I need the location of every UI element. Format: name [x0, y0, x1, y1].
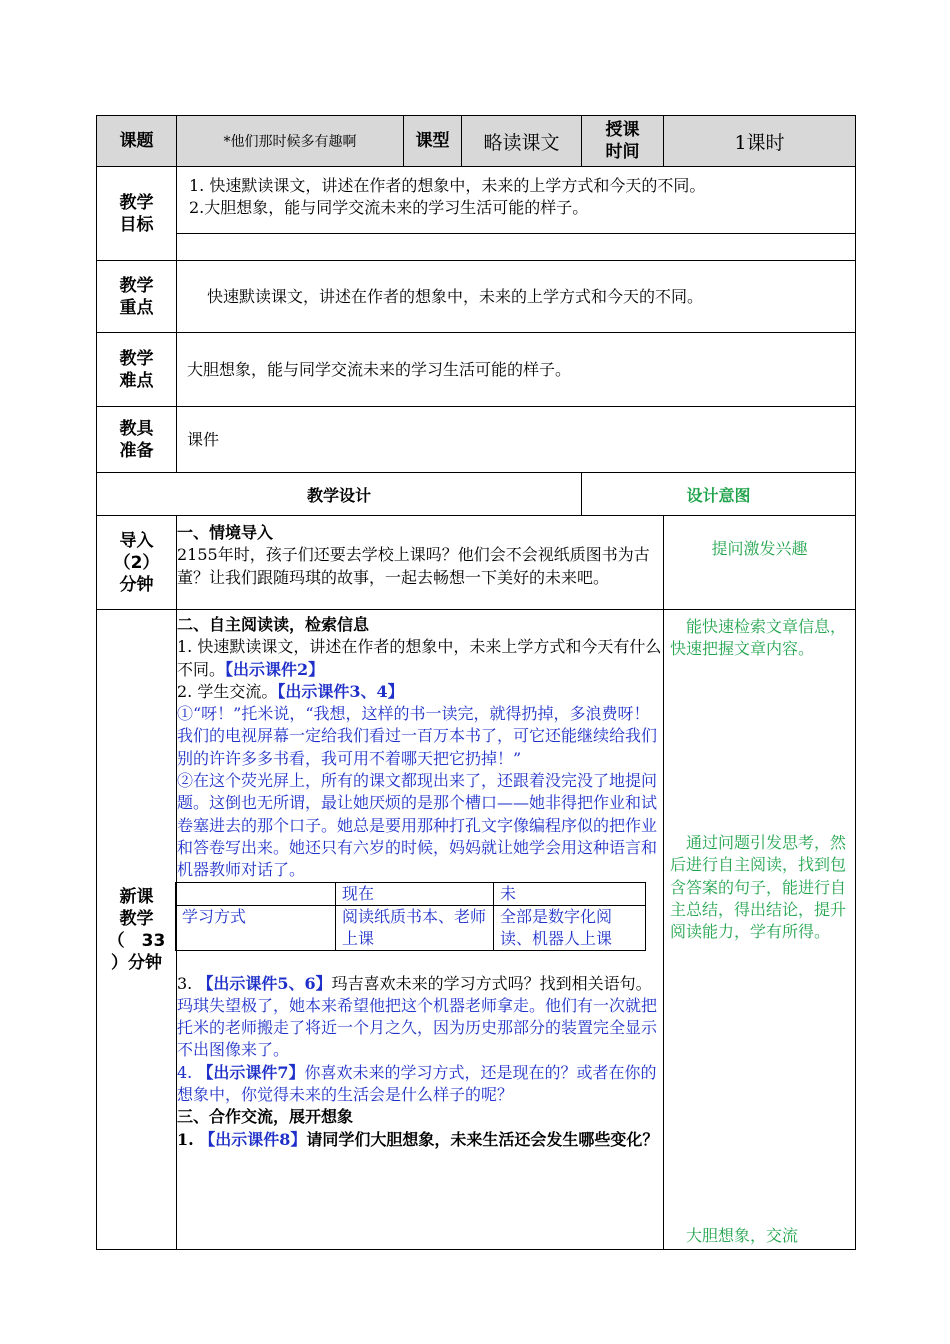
newlesson-intent-cell	[664, 610, 856, 1250]
keypoints-label-line2: 重点	[119, 297, 154, 318]
newlesson-content	[177, 610, 664, 1250]
intro-label	[97, 516, 177, 610]
goals-label-line2: 目标	[119, 214, 154, 235]
tools-label-line1: 教具	[119, 418, 154, 439]
step-5-tag: 【出示课件8】	[199, 1129, 307, 1149]
difficulty-label	[97, 333, 177, 407]
keypoints-text: 快速默读课文，讲述在作者的想象中，未来的上学方式和今天的不同。	[177, 261, 856, 333]
quote-3: 玛琪失望极了，她本来希望他把这个机器老师拿走。他们有一次就把托米的老师搬走了将近一个月之久，因为历史那部分的装置完全显示不出图像来了。	[177, 995, 658, 1060]
goals-content	[177, 167, 856, 234]
step-5-text: 请同学们大胆想象，未来生活还会发生哪些变化？	[306, 1129, 659, 1149]
time-value: 1课时	[664, 116, 856, 167]
comparison-row-future: 全部是数字化阅读、机器人上课	[494, 905, 646, 950]
quote-2: ②在这个荧光屏上，所有的课文都现出来了，还跟着没完没了地提问题。这倒也无所谓，最让她厌烦的是那个槽口——她非得把作业和试卷塞进去的那个口子。她总是要用那种打孔文字像编程序似的把作业和答卷写出来。她还只有六岁的时候，妈妈就让她学会用这种语言和机器教师对话了。	[177, 771, 658, 880]
step-4-no: 4.	[177, 1062, 198, 1082]
tools-label-line2: 准备	[119, 440, 154, 461]
keypoints-label-line1: 教学	[119, 275, 154, 296]
step-1	[177, 636, 663, 681]
design-header: 教学设计	[97, 473, 582, 516]
goals-empty-row	[177, 234, 856, 261]
section-2-heading: 二、自主阅读读，检索信息	[177, 615, 370, 634]
step-5	[177, 1129, 663, 1151]
keypoints-label	[97, 261, 177, 333]
difficulty-label-line2: 难点	[119, 370, 154, 391]
newlesson-label-line4: ）分钟	[111, 952, 162, 973]
step-1-tag: 【出示课件2】	[225, 659, 325, 679]
newlesson-label-line1: 新课	[119, 886, 154, 907]
step-5-no: 1.	[177, 1129, 200, 1149]
step-1-text: 1. 快速默读课文，讲述在作者的想象中，未来上学方式和今天有什么不同。	[177, 637, 662, 679]
difficulty-text: 大胆想象，能与同学交流未来的学习生活可能的样子。	[177, 333, 856, 407]
difficulty-label-line1: 教学	[119, 348, 154, 369]
step-3-no: 3.	[177, 973, 198, 993]
time-label-line2: 时间	[605, 142, 640, 162]
step-2	[177, 681, 663, 703]
tools-text: 课件	[177, 407, 856, 473]
intro-label-line1: 导入	[119, 530, 154, 551]
step-3	[177, 973, 663, 995]
lesson-title: *他们那时候多有趣啊	[177, 116, 404, 167]
step-4	[177, 1062, 663, 1107]
tools-label	[97, 407, 177, 473]
goal-item-1: 1. 快速默读课文，讲述在作者的想象中，未来的上学方式和今天的不同。	[189, 176, 706, 195]
comparison-row-label: 学习方式	[176, 905, 336, 950]
intro-text: 2155年时，孩子们还要去学校上课吗？他们会不会视纸质图书为古董？让我们跟随玛琪的故事，一起去畅想一下美好的未来吧。	[177, 545, 650, 587]
goals-label	[97, 167, 177, 261]
newlesson-label-line2: 教学	[119, 908, 154, 929]
intro-label-line3: 分钟	[119, 574, 154, 595]
type-value: 略读课文	[462, 116, 582, 167]
intent-1: 能快速检索文章信息，快速把握文章内容。	[670, 617, 847, 659]
step-2-text: 2. 学生交流。	[177, 681, 278, 701]
comparison-row-now: 阅读纸质书本、老师上课	[336, 905, 494, 950]
newlesson-label-line3: （ 33	[107, 930, 166, 951]
comparison-head-now: 现在	[336, 882, 494, 905]
newlesson-label	[97, 610, 177, 1250]
spacer	[177, 951, 663, 973]
lesson-plan-table	[96, 115, 856, 1250]
section-3-heading: 三、合作交流，展开想象	[177, 1107, 354, 1127]
type-label: 课型	[404, 116, 462, 167]
intent-header: 设计意图	[582, 473, 856, 516]
step-3-text: 玛吉喜欢未来的学习方式吗？找到相关语句。	[331, 973, 652, 993]
intro-intent: 提问激发兴趣	[664, 516, 856, 610]
step-4-tag: 【出示课件7】	[197, 1062, 305, 1082]
time-label-line1: 授课	[605, 120, 640, 140]
intro-heading: 一、情境导入	[177, 523, 274, 542]
quote-1: ①“呀！”托米说，“我想，这样的书一读完，就得扔掉，多浪费呀！我们的电视屏幕一定给我们看过一百万本书了，可它还能继续给我们别的许许多多书看，我可用不着哪天把它扔掉！”	[177, 704, 658, 768]
step-4-text: 你喜欢未来的学习方式，还是现在的？或者在你的想象中，你觉得未来的生活会是什么样子的呢？	[177, 1062, 657, 1105]
comparison-table	[175, 882, 646, 951]
intro-content	[177, 516, 664, 610]
step-3-tag: 【出示课件5、6】	[197, 973, 332, 993]
goal-item-2: 2.大胆想象，能与同学交流未来的学习生活可能的样子。	[189, 198, 589, 217]
comparison-head-0	[176, 882, 336, 905]
step-2-tag: 【出示课件3、4】	[277, 681, 404, 701]
intent-2: 通过问题引发思考，然后进行自主阅读，找到包含答案的句子，能进行自主总结，得出结论，提升阅读能力，学有所得。	[670, 833, 847, 942]
comparison-head-future: 未	[494, 882, 646, 905]
time-label	[582, 116, 664, 167]
intent-3: 大胆想象，交流	[686, 1225, 799, 1245]
goals-label-line1: 教学	[119, 192, 154, 213]
intro-label-line2: （2）	[113, 552, 160, 573]
lesson-label: 课题	[97, 116, 177, 167]
